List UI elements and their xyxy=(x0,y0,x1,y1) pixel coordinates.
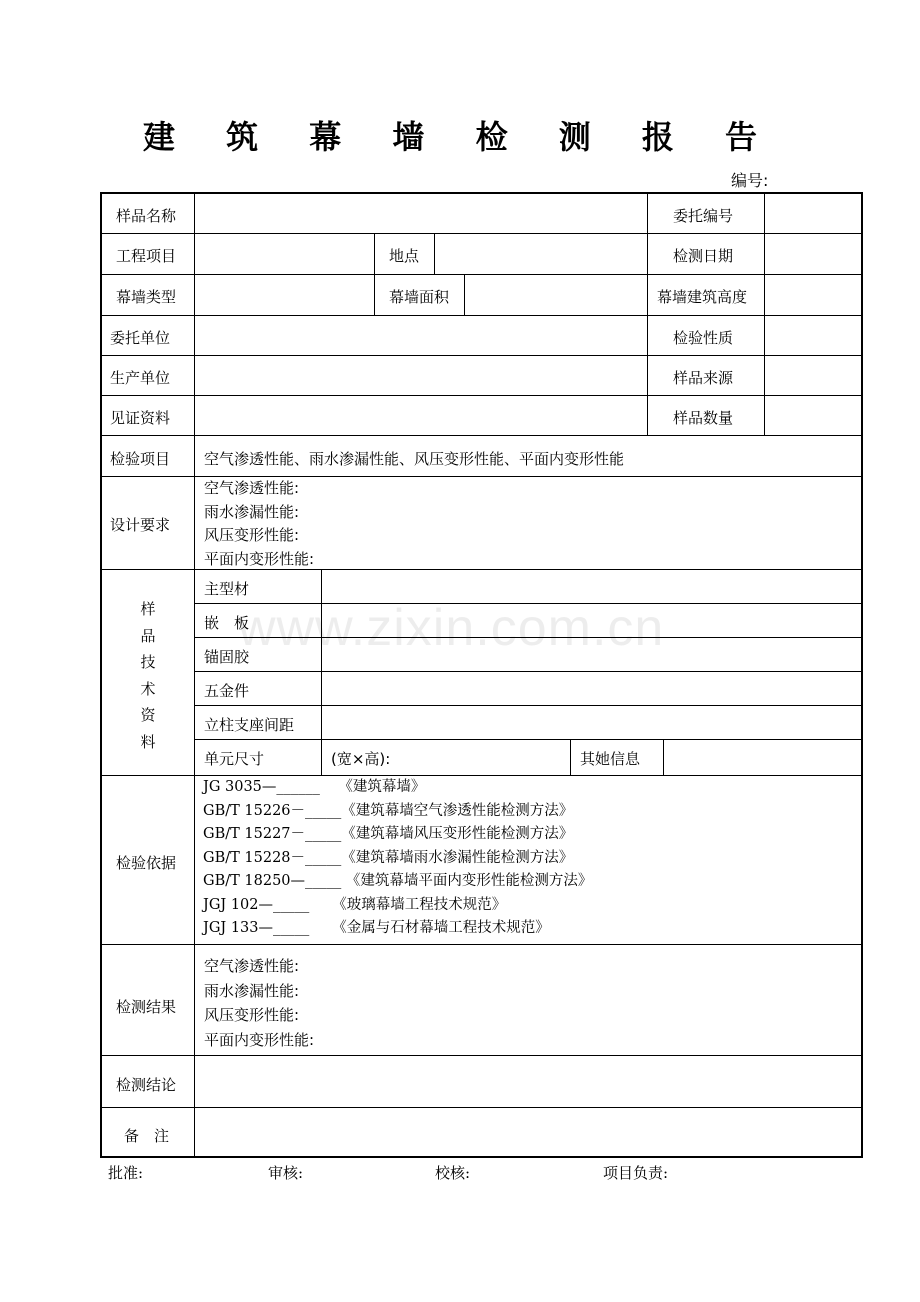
label-manufacturer: 生产单位 xyxy=(110,369,171,387)
footer-project-lead: 项目负责: xyxy=(603,1164,669,1182)
test-results-lines: 空气渗透性能: 雨水渗漏性能: 风压变形性能: 平面内变形性能: xyxy=(204,957,315,1049)
column-divider xyxy=(764,192,765,436)
row-divider xyxy=(100,395,863,396)
label-test-items: 检验项目 xyxy=(110,450,171,468)
label-test-date: 检测日期 xyxy=(673,247,734,265)
row-divider xyxy=(100,435,863,436)
sample-tech-char: 样 xyxy=(140,600,156,618)
row-divider xyxy=(194,671,863,672)
sample-tech-char: 品 xyxy=(140,626,156,645)
label-design-req: 设计要求 xyxy=(110,516,171,534)
label-building-height: 幕墙建筑高度 xyxy=(657,288,748,306)
row-divider xyxy=(194,739,863,740)
report-title: 建 筑 幕 墙 检 测 报 告 xyxy=(143,118,777,156)
unit-size-value: (宽×高): xyxy=(331,750,391,768)
footer-check: 校核: xyxy=(435,1164,471,1182)
column-divider xyxy=(570,739,571,775)
label-sample-tech xyxy=(140,596,156,755)
footer-approve: 批准: xyxy=(108,1164,144,1182)
column-divider xyxy=(321,569,322,775)
footer-review: 审核: xyxy=(268,1164,304,1182)
label-anchor-glue: 锚固胶 xyxy=(204,648,250,666)
label-panel: 嵌 板 xyxy=(204,614,250,632)
label-location: 地点 xyxy=(389,247,420,265)
label-client: 委托单位 xyxy=(110,329,171,347)
label-sample-name: 样品名称 xyxy=(116,207,177,225)
sample-tech-char: 料 xyxy=(140,732,156,751)
column-divider xyxy=(194,192,195,1158)
label-other-info: 其她信息 xyxy=(580,750,641,768)
test-items-value: 空气渗透性能、雨水渗漏性能、风压变形性能、平面内变形性能 xyxy=(204,450,625,468)
label-main-profile: 主型材 xyxy=(204,580,250,598)
label-unit-size: 单元尺寸 xyxy=(204,750,265,768)
label-project: 工程项目 xyxy=(116,247,177,265)
label-witness: 见证资料 xyxy=(110,409,171,427)
label-wall-area: 幕墙面积 xyxy=(389,288,450,306)
row-divider xyxy=(194,637,863,638)
label-test-results: 检测结果 xyxy=(116,998,177,1016)
label-remarks: 备 注 xyxy=(124,1127,170,1145)
row-divider xyxy=(194,603,863,604)
column-divider xyxy=(434,233,435,274)
column-divider xyxy=(647,192,648,436)
row-divider xyxy=(100,1055,863,1056)
column-divider xyxy=(663,739,664,775)
label-hardware: 五金件 xyxy=(204,682,250,700)
sample-tech-char: 术 xyxy=(140,679,156,698)
report-number-label: 编号: xyxy=(731,171,769,190)
sample-tech-char: 资 xyxy=(140,706,156,724)
label-commission-no: 委托编号 xyxy=(673,207,734,225)
label-test-nature: 检验性质 xyxy=(673,329,734,347)
watermark: www.zixin.com.cn xyxy=(238,599,665,657)
label-sample-source: 样品来源 xyxy=(673,369,734,387)
row-divider xyxy=(100,944,863,945)
row-divider xyxy=(100,274,863,275)
row-divider xyxy=(100,355,863,356)
column-divider xyxy=(374,233,375,315)
sample-tech-char: 技 xyxy=(140,653,156,671)
row-divider xyxy=(194,705,863,706)
label-wall-type: 幕墙类型 xyxy=(116,288,177,306)
label-test-basis: 检验依据 xyxy=(116,854,177,872)
label-conclusion: 检测结论 xyxy=(116,1076,177,1094)
row-divider xyxy=(100,233,863,234)
test-basis-lines: JG 3035—______ 《建筑幕墙》 GB/T 15226－_____《建筑幕墙空气渗透性能检测方法》 GB/T 15227－_____《建筑幕墙风压变形性能检测方法》 GB/T 15228－_____《建筑幕墙雨水渗漏性能检测方法》 GB/T 18250—_____ 《建筑幕墙平面内变形性能检测方法》 JGJ 102—_____ 《玻璃幕墙工程技术规范》 JGJ 133—_____ 《金属与石材幕墙工程技术规范》 xyxy=(203,779,593,936)
label-column-spacing: 立柱支座间距 xyxy=(204,716,295,734)
row-divider xyxy=(100,315,863,316)
row-divider xyxy=(100,1107,863,1108)
label-sample-qty: 样品数量 xyxy=(673,409,734,427)
design-req-lines: 空气渗透性能: 雨水渗漏性能: 风压变形性能: 平面内变形性能: xyxy=(204,479,315,568)
column-divider xyxy=(464,274,465,315)
